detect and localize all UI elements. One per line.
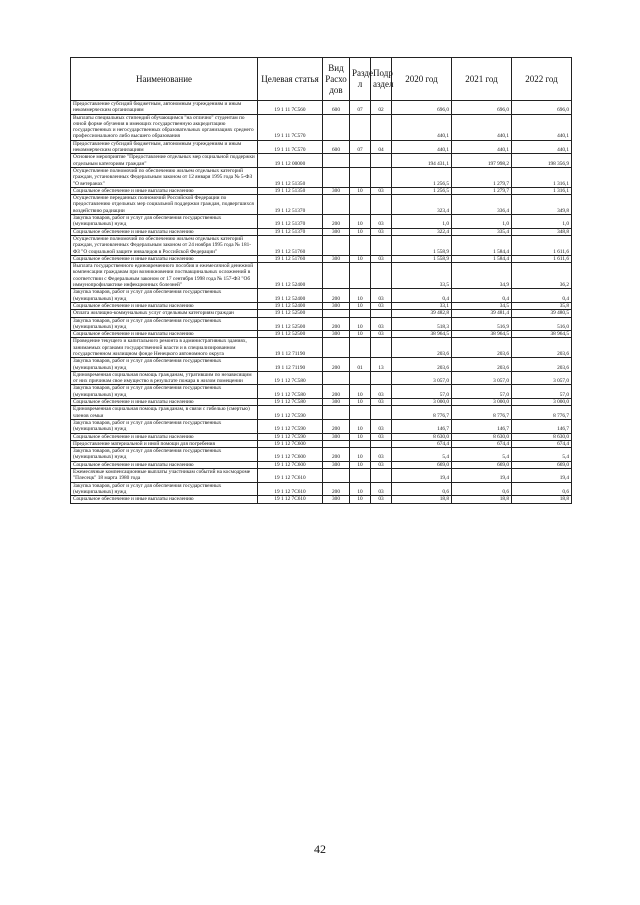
cell-year-2021: 3 000,0 (452, 399, 512, 406)
cell-expense-type: 200 (323, 482, 350, 496)
cell-target-article: 19 1 11 7С560 (258, 101, 323, 115)
cell-year-2022: 1 611,6 (512, 255, 572, 262)
cell-name: Социальное обеспечение и иные выплаты населению (71, 461, 258, 468)
cell-year-2021: 5,4 (452, 448, 512, 462)
cell-name: Выплаты специальных стипендий обучающимся "на отлично" студентам по очной форме обучения в имеющих государственную аккредитацию государственных и негосударственных образовательных организациях среднего профессионального либо высшего образования (71, 114, 258, 140)
cell-section (350, 338, 371, 358)
cell-year-2021: 146,7 (452, 419, 512, 433)
cell-expense-type: 300 (323, 255, 350, 262)
cell-year-2020: 3 057,0 (392, 371, 452, 385)
cell-year-2021: 669,0 (452, 461, 512, 468)
cell-subsection (371, 114, 392, 140)
table-row (71, 317, 572, 331)
cell-expense-type: 300 (323, 302, 350, 309)
cell-year-2021: 3 057,0 (452, 371, 512, 385)
cell-section: 10 (350, 228, 371, 235)
cell-subsection (371, 406, 392, 420)
cell-year-2020: 1 256,5 (392, 167, 452, 187)
cell-expense-type (323, 263, 350, 289)
cell-name: Закупка товаров, работ и услуг для обеспечения государственных (муниципальных) нужд (71, 317, 258, 331)
cell-expense-type (323, 195, 350, 215)
cell-year-2022: 146,7 (512, 419, 572, 433)
table-row (71, 358, 572, 372)
cell-target-article: 19 1 12 7С590 (258, 433, 323, 440)
cell-year-2022: 348,8 (512, 228, 572, 235)
cell-section: 10 (350, 289, 371, 303)
cell-year-2022: 516,0 (512, 317, 572, 331)
cell-year-2022: 18,8 (512, 496, 572, 503)
cell-section (350, 440, 371, 447)
cell-name: Выплата государственного единовременного пособия и ежемесячной денежной компенсации гражданам при возникновении поствакцинальных осложнений в соответствии с Федеральным законом от 17 сентября 1998 года № 157-ФЗ "Об иммунопрофилактике инфекционных болезней" (71, 263, 258, 289)
cell-expense-type: 200 (323, 215, 350, 229)
cell-year-2022: 674,4 (512, 440, 572, 447)
cell-year-2020: 669,0 (392, 461, 452, 468)
cell-section: 10 (350, 215, 371, 229)
cell-year-2020: 18,8 (392, 496, 452, 503)
cell-year-2022: 39 480,5 (512, 310, 572, 317)
table-row (71, 399, 572, 406)
cell-section: 10 (350, 385, 371, 399)
cell-year-2020: 440,1 (392, 140, 452, 154)
cell-year-2020: 5,4 (392, 448, 452, 462)
cell-target-article: 19 1 12 52500 (258, 310, 323, 317)
cell-name: Предоставление материальной и иной помощи для погребения (71, 440, 258, 447)
cell-year-2021: 8 776,7 (452, 406, 512, 420)
table-row (71, 469, 572, 483)
cell-year-2021: 34,9 (452, 263, 512, 289)
cell-expense-type: 200 (323, 317, 350, 331)
cell-year-2022: 8 776,7 (512, 406, 572, 420)
table-row (71, 419, 572, 433)
cell-year-2021: 34,5 (452, 302, 512, 309)
cell-name: Закупка товаров, работ и услуг для обеспечения государственных (муниципальных) нужд (71, 448, 258, 462)
cell-year-2022: 440,1 (512, 140, 572, 154)
table-row (71, 187, 572, 194)
cell-year-2021: 203,6 (452, 338, 512, 358)
cell-year-2022: 696,0 (512, 101, 572, 115)
cell-year-2020: 518,3 (392, 317, 452, 331)
cell-year-2020: 1 558,9 (392, 255, 452, 262)
cell-section: 10 (350, 331, 371, 338)
cell-section (350, 371, 371, 385)
cell-subsection: 03 (371, 302, 392, 309)
cell-target-article: 19 1 12 51370 (258, 195, 323, 215)
cell-year-2020: 33,1 (392, 302, 452, 309)
cell-section (350, 469, 371, 483)
cell-year-2021: 0,6 (452, 482, 512, 496)
cell-year-2020: 674,4 (392, 440, 452, 447)
table-row (71, 406, 572, 420)
cell-year-2021: 440,1 (452, 114, 512, 140)
cell-year-2022: 349,8 (512, 195, 572, 215)
cell-year-2020: 1,0 (392, 215, 452, 229)
cell-year-2022: 57,0 (512, 385, 572, 399)
cell-subsection (371, 263, 392, 289)
cell-section: 10 (350, 317, 371, 331)
cell-year-2021: 1 279,7 (452, 167, 512, 187)
cell-target-article: 19 1 12 51350 (258, 167, 323, 187)
cell-subsection: 03 (371, 289, 392, 303)
cell-subsection: 03 (371, 385, 392, 399)
cell-year-2021: 203,6 (452, 358, 512, 372)
cell-year-2020: 19,4 (392, 469, 452, 483)
cell-subsection: 02 (371, 101, 392, 115)
cell-year-2020: 39 482,8 (392, 310, 452, 317)
cell-target-article: 19 1 12 51760 (258, 235, 323, 255)
cell-section: 10 (350, 399, 371, 406)
cell-name: Социальное обеспечение и иные выплаты населению (71, 331, 258, 338)
cell-year-2021: 1 584,4 (452, 255, 512, 262)
cell-name: Оплата жилищно-коммунальных услуг отдельным категориям граждан (71, 310, 258, 317)
cell-target-article: 19 1 12 7С600 (258, 448, 323, 462)
cell-section: 10 (350, 187, 371, 194)
cell-year-2022: 1 611,6 (512, 235, 572, 255)
cell-year-2021: 197 998,2 (452, 154, 512, 168)
cell-name: Социальное обеспечение и иные выплаты населению (71, 433, 258, 440)
cell-year-2022: 0,4 (512, 289, 572, 303)
cell-name: Социальное обеспечение и иные выплаты населению (71, 399, 258, 406)
cell-name: Единовременная социальная помощь гражданам, утратившим по независящим от них причинам свое имущество в результате пожара в жилом помещении (71, 371, 258, 385)
table-row (71, 195, 572, 215)
cell-subsection: 04 (371, 140, 392, 154)
cell-expense-type: 200 (323, 385, 350, 399)
cell-year-2020: 440,1 (392, 114, 452, 140)
cell-target-article: 19 1 12 52400 (258, 302, 323, 309)
cell-target-article: 19 1 12 52500 (258, 331, 323, 338)
cell-section: 10 (350, 255, 371, 262)
page-number: 42 (314, 842, 326, 856)
cell-year-2022: 38 964,5 (512, 331, 572, 338)
cell-subsection: 03 (371, 331, 392, 338)
cell-subsection (371, 167, 392, 187)
cell-section (350, 154, 371, 168)
cell-expense-type: 300 (323, 187, 350, 194)
cell-year-2021: 1,0 (452, 215, 512, 229)
cell-year-2021: 38 964,5 (452, 331, 512, 338)
cell-subsection (371, 310, 392, 317)
cell-target-article: 19 1 12 51760 (258, 255, 323, 262)
cell-name: Предоставление субсидий бюджетным, автономным учреждениям и иным некоммерческим организациям (71, 140, 258, 154)
cell-expense-type: 200 (323, 289, 350, 303)
cell-year-2021: 335,4 (452, 228, 512, 235)
cell-expense-type (323, 338, 350, 358)
cell-section: 10 (350, 419, 371, 433)
cell-year-2022: 8 630,0 (512, 433, 572, 440)
cell-target-article: 19 1 12 7С600 (258, 461, 323, 468)
cell-expense-type: 200 (323, 358, 350, 372)
cell-year-2021: 336,4 (452, 195, 512, 215)
cell-section: 10 (350, 461, 371, 468)
table-row (71, 167, 572, 187)
cell-section: 10 (350, 448, 371, 462)
cell-subsection: 03 (371, 255, 392, 262)
cell-target-article: 19 1 12 7С610 (258, 482, 323, 496)
table-row (71, 154, 572, 168)
cell-expense-type: 300 (323, 228, 350, 235)
cell-subsection (371, 371, 392, 385)
cell-target-article: 19 1 12 51370 (258, 228, 323, 235)
table-row (71, 302, 572, 309)
cell-subsection: 03 (371, 215, 392, 229)
cell-target-article: 19 1 12 7С580 (258, 399, 323, 406)
cell-section (350, 310, 371, 317)
cell-expense-type: 300 (323, 461, 350, 468)
table-row (71, 461, 572, 468)
cell-target-article: 19 1 12 52400 (258, 263, 323, 289)
cell-name: Закупка товаров, работ и услуг для обеспечения государственных (муниципальных) нужд (71, 289, 258, 303)
cell-section (350, 167, 371, 187)
table-row (71, 385, 572, 399)
cell-expense-type (323, 114, 350, 140)
cell-target-article: 19 1 12 52500 (258, 317, 323, 331)
cell-target-article: 19 1 11 7С570 (258, 140, 323, 154)
cell-section: 07 (350, 140, 371, 154)
cell-target-article: 19 1 12 71190 (258, 338, 323, 358)
cell-target-article: 19 1 12 00000 (258, 154, 323, 168)
cell-year-2022: 19,4 (512, 469, 572, 483)
cell-target-article: 19 1 12 52400 (258, 289, 323, 303)
cell-name: Основное мероприятие "Предоставление отдельных мер социальной поддержки отдельным категориям граждан" (71, 154, 258, 168)
cell-year-2022: 35,8 (512, 302, 572, 309)
cell-year-2020: 322,4 (392, 228, 452, 235)
cell-subsection: 03 (371, 228, 392, 235)
cell-subsection: 03 (371, 461, 392, 468)
cell-subsection: 03 (371, 187, 392, 194)
table-row (71, 289, 572, 303)
cell-subsection: 03 (371, 419, 392, 433)
cell-target-article: 19 1 12 51350 (258, 187, 323, 194)
cell-year-2022: 440,1 (512, 114, 572, 140)
table-row (71, 263, 572, 289)
cell-year-2021: 1 279,7 (452, 187, 512, 194)
cell-target-article: 19 1 12 7С590 (258, 419, 323, 433)
header-target-article: Целевая статья (258, 58, 323, 101)
cell-section: 10 (350, 482, 371, 496)
cell-target-article: 19 1 12 7С610 (258, 469, 323, 483)
cell-target-article: 19 1 12 51370 (258, 215, 323, 229)
cell-year-2020: 146,7 (392, 419, 452, 433)
cell-expense-type (323, 310, 350, 317)
cell-subsection: 03 (371, 399, 392, 406)
cell-year-2021: 674,4 (452, 440, 512, 447)
cell-subsection: 03 (371, 496, 392, 503)
cell-name: Социальное обеспечение и иные выплаты населению (71, 496, 258, 503)
cell-expense-type: 600 (323, 140, 350, 154)
cell-year-2022: 1 316,1 (512, 167, 572, 187)
cell-section (350, 195, 371, 215)
cell-subsection: 03 (371, 317, 392, 331)
cell-year-2022: 3 057,0 (512, 371, 572, 385)
table-row (71, 235, 572, 255)
cell-expense-type (323, 469, 350, 483)
table-row (71, 140, 572, 154)
budget-table (70, 57, 572, 504)
cell-year-2022: 669,0 (512, 461, 572, 468)
table-row (71, 496, 572, 503)
cell-section (350, 235, 371, 255)
cell-name: Единовременная социальная помощь гражданам, в связи с гибелью (смертью) членов семьи (71, 406, 258, 420)
table-row (71, 433, 572, 440)
cell-section: 10 (350, 302, 371, 309)
cell-year-2020: 8 630,0 (392, 433, 452, 440)
header-year-2021: 2021 год (452, 58, 512, 101)
cell-year-2020: 0,4 (392, 289, 452, 303)
cell-expense-type: 600 (323, 101, 350, 115)
cell-year-2021: 19,4 (452, 469, 512, 483)
cell-subsection (371, 195, 392, 215)
cell-year-2020: 33,5 (392, 263, 452, 289)
cell-year-2020: 1 256,5 (392, 187, 452, 194)
cell-name: Ежемесячные компенсационные выплаты участникам событий на космодроме "Плесецк" 18 марта 1980 года (71, 469, 258, 483)
table-row (71, 440, 572, 447)
cell-name: Закупка товаров, работ и услуг для обеспечения государственных (муниципальных) нужд (71, 385, 258, 399)
cell-target-article: 19 1 12 7С590 (258, 406, 323, 420)
cell-subsection (371, 154, 392, 168)
table-row (71, 255, 572, 262)
cell-subsection (371, 235, 392, 255)
cell-name: Социальное обеспечение и иные выплаты населению (71, 302, 258, 309)
cell-year-2021: 440,1 (452, 140, 512, 154)
cell-section: 10 (350, 496, 371, 503)
cell-expense-type: 200 (323, 419, 350, 433)
header-subsection: Подр аздел (371, 58, 392, 101)
cell-year-2022: 1,0 (512, 215, 572, 229)
table-row (71, 228, 572, 235)
cell-name: Осуществление полномочий по обеспечению жильем отдельных категорий граждан, установленных Федеральным законом от 24 ноября 1995 года № 181-ФЗ "О социальной защите инвалидов в Российской Федерации" (71, 235, 258, 255)
cell-name: Осуществление переданных полномочий Российской Федерации по предоставлению отдельных мер социальной поддержки граждан, подвергшихся воздействию радиации (71, 195, 258, 215)
table-header (71, 58, 572, 101)
cell-year-2021: 0,4 (452, 289, 512, 303)
cell-section: 07 (350, 101, 371, 115)
cell-name: Социальное обеспечение и иные выплаты населению (71, 228, 258, 235)
header-row (71, 58, 572, 101)
cell-name: Закупка товаров, работ и услуг для обеспечения государственных (муниципальных) нужд (71, 358, 258, 372)
cell-expense-type: 300 (323, 399, 350, 406)
cell-year-2021: 18,8 (452, 496, 512, 503)
cell-year-2020: 203,6 (392, 338, 452, 358)
table-row (71, 482, 572, 496)
table-row (71, 371, 572, 385)
cell-section (350, 263, 371, 289)
cell-expense-type (323, 371, 350, 385)
cell-expense-type: 300 (323, 433, 350, 440)
cell-target-article: 19 1 12 7С580 (258, 385, 323, 399)
cell-target-article: 19 1 12 7С580 (258, 371, 323, 385)
cell-year-2020: 194 431,1 (392, 154, 452, 168)
cell-year-2022: 0,6 (512, 482, 572, 496)
table-row (71, 114, 572, 140)
cell-subsection (371, 469, 392, 483)
table-row (71, 331, 572, 338)
cell-year-2022: 3 000,0 (512, 399, 572, 406)
cell-section: 10 (350, 433, 371, 440)
cell-subsection (371, 440, 392, 447)
cell-name: Проведение текущего и капитального ремонта в административных зданиях, занимаемых органами государственной власти и в специализированном государственном жилищном фонде Ненецкого автономного округа (71, 338, 258, 358)
table-row (71, 215, 572, 229)
cell-target-article: 19 1 11 7С570 (258, 114, 323, 140)
cell-expense-type (323, 440, 350, 447)
cell-subsection (371, 338, 392, 358)
cell-year-2021: 39 481,4 (452, 310, 512, 317)
cell-name: Закупка товаров, работ и услуг для обеспечения государственных (муниципальных) нужд (71, 215, 258, 229)
header-name: Наименование (71, 58, 258, 101)
cell-section (350, 406, 371, 420)
cell-year-2022: 5,4 (512, 448, 572, 462)
cell-name: Предоставление субсидий бюджетным, автономным учреждениям и иным некоммерческим организациям (71, 101, 258, 115)
cell-subsection: 03 (371, 433, 392, 440)
cell-expense-type (323, 235, 350, 255)
header-section: Разде л (350, 58, 371, 101)
cell-name: Осуществление полномочий по обеспечению жильем отдельных категорий граждан, установленных Федеральным законом от 12 января 1995 года № 5-ФЗ "О ветеранах" (71, 167, 258, 187)
table-row (71, 101, 572, 115)
table-body (71, 101, 572, 504)
cell-expense-type (323, 167, 350, 187)
cell-expense-type (323, 154, 350, 168)
cell-year-2022: 198 356,9 (512, 154, 572, 168)
cell-year-2021: 696,0 (452, 101, 512, 115)
cell-section (350, 114, 371, 140)
cell-expense-type (323, 406, 350, 420)
table-row (71, 448, 572, 462)
cell-name: Социальное обеспечение и иные выплаты населению (71, 187, 258, 194)
cell-year-2022: 203,6 (512, 338, 572, 358)
table-row (71, 310, 572, 317)
cell-year-2022: 203,6 (512, 358, 572, 372)
cell-year-2020: 1 558,9 (392, 235, 452, 255)
cell-target-article: 19 1 12 71190 (258, 358, 323, 372)
cell-expense-type: 300 (323, 331, 350, 338)
header-year-2020: 2020 год (392, 58, 452, 101)
cell-section: 01 (350, 358, 371, 372)
cell-year-2020: 323,4 (392, 195, 452, 215)
header-year-2022: 2022 год (512, 58, 572, 101)
cell-year-2020: 3 000,0 (392, 399, 452, 406)
cell-year-2020: 0,6 (392, 482, 452, 496)
cell-year-2020: 696,0 (392, 101, 452, 115)
cell-year-2020: 38 964,5 (392, 331, 452, 338)
cell-year-2020: 203,6 (392, 358, 452, 372)
header-expense-type: Вид Расхо дов (323, 58, 350, 101)
cell-year-2020: 8 776,7 (392, 406, 452, 420)
cell-subsection: 03 (371, 448, 392, 462)
cell-year-2021: 516,9 (452, 317, 512, 331)
cell-target-article: 19 1 12 7С600 (258, 440, 323, 447)
cell-subsection: 13 (371, 358, 392, 372)
cell-subsection: 03 (371, 482, 392, 496)
cell-year-2021: 57,0 (452, 385, 512, 399)
table-row (71, 338, 572, 358)
cell-name: Закупка товаров, работ и услуг для обеспечения государственных (муниципальных) нужд (71, 419, 258, 433)
cell-name: Закупка товаров, работ и услуг для обеспечения государственных (муниципальных) нужд (71, 482, 258, 496)
cell-year-2020: 57,0 (392, 385, 452, 399)
cell-year-2021: 1 584,4 (452, 235, 512, 255)
cell-year-2022: 36,2 (512, 263, 572, 289)
cell-target-article: 19 1 12 7С610 (258, 496, 323, 503)
cell-year-2022: 1 316,1 (512, 187, 572, 194)
cell-expense-type: 300 (323, 496, 350, 503)
cell-expense-type: 200 (323, 448, 350, 462)
cell-name: Социальное обеспечение и иные выплаты населению (71, 255, 258, 262)
cell-year-2021: 8 630,0 (452, 433, 512, 440)
